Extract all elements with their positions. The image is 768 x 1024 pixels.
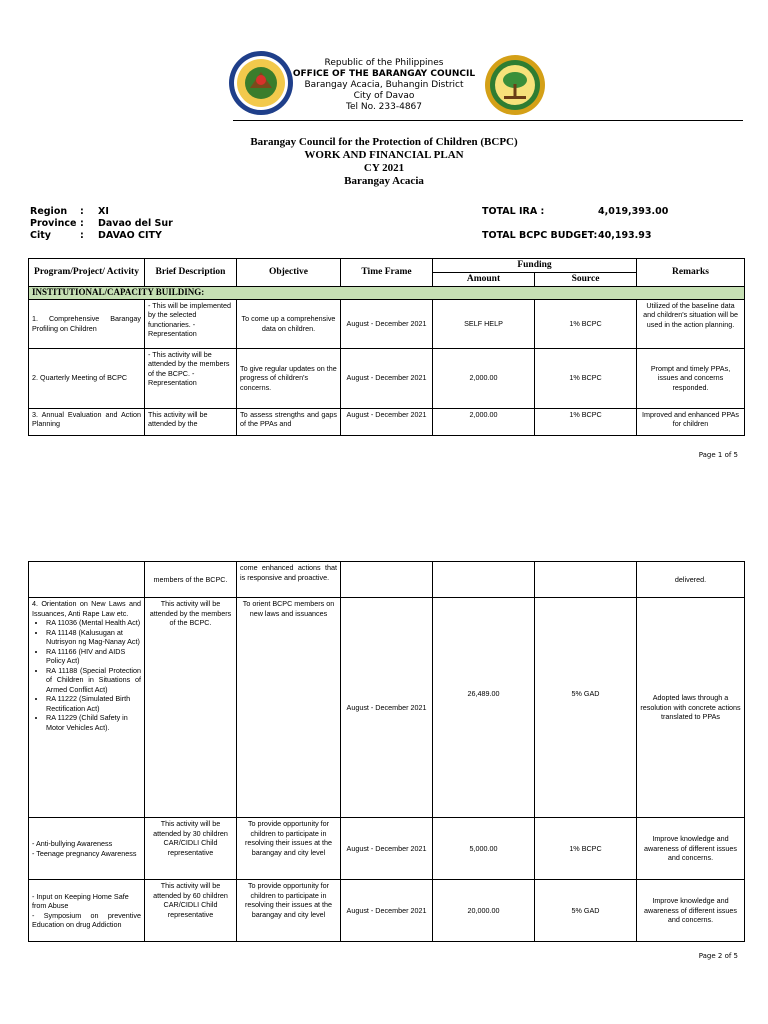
cell-objective: come enhanced actions that is responsive and proactive. [237,562,341,598]
cell-amount: 2,000.00 [433,408,535,435]
cell-brief: This activity will be attended by 30 children CAR/CIDLI Child representative [145,818,237,880]
cell-timeframe: August - December 2021 [341,299,433,348]
cell-objective: To give regular updates on the progress of children's concerns. [237,348,341,408]
city-value: DAVAO CITY [98,230,162,241]
document-page-1 [0,0,768,470]
cell-program [29,818,145,880]
cell-remarks: Prompt and timely PPAs, issues and concerns responded. [637,348,745,408]
cell-amount: 26,489.00 [433,598,535,818]
header-program: Program/Project/ Activity [29,259,145,287]
city-line: City of Davao [353,91,415,101]
cell-brief: members of the BCPC. [145,562,237,598]
cell-remarks: Improve knowledge and awareness of different issues and concerns. [637,818,745,880]
header-divider [233,120,743,121]
cell-objective: To orient BCPC members on new laws and issuances [237,598,341,818]
cell-timeframe: August - December 2021 [341,880,433,942]
cell-brief: - This activity will be attended by the members of the BCPC. -Representation [145,348,237,408]
header-remarks: Remarks [637,259,745,287]
cell-remarks: Utilized of the baseline data and children's situation will be used in the action planning. [637,299,745,348]
header-funding: Funding [433,259,637,273]
title-line-4: Barangay Acacia [344,175,424,187]
cell-objective: To provide opportunity for children to participate in resolving their issues at the barangay and city level [237,880,341,942]
region-value: XI [98,206,109,217]
colon: : [80,230,84,241]
cell-objective: To assess strengths and gaps of the PPAs and [237,408,341,435]
table-row [29,408,745,435]
region-label: Region [30,206,68,217]
work-plan-table-page-1 [28,258,745,436]
city-label: City [30,230,51,241]
cell-timeframe: August - December 2021 [341,408,433,435]
table-row [29,818,745,880]
document-title [150,136,618,188]
program-item: - Teenage pregnancy Awareness [32,848,137,858]
total-budget-value: 40,193.93 [598,230,652,241]
list-item: • RA 11222 (Simulated Birth Rectification Act) [46,694,141,713]
program-intro: 4. Orientation on New Laws and Issuances, Anti Rape Law etc. [32,599,141,618]
cell-amount: 2,000.00 [433,348,535,408]
table-row [29,562,745,598]
letterhead [250,58,518,113]
province-label: Province [30,218,77,229]
location-info [30,206,173,242]
list-item: • RA 11148 (Kalusugan at Nutrisyon ng Mag-Nanay Act) [46,628,141,647]
title-line-1: Barangay Council for the Protection of Children (BCPC) [250,136,518,148]
table-row [29,880,745,942]
cell-amount [433,562,535,598]
cell-program: 1. Comprehensive Barangay Profiling on Children [29,299,145,348]
province-value: Davao del Sur [98,218,173,229]
cell-timeframe: August - December 2021 [341,598,433,818]
cell-source: 1% BCPC [535,408,637,435]
tel-line: Tel No. 233-4867 [346,102,422,112]
republic-line: Republic of the Philippines [324,58,444,68]
page-number: Page 2 of 5 [698,952,738,960]
list-item: • RA 11166 (HIV and AIDS Policy Act) [46,647,141,666]
header-timeframe: Time Frame [341,259,433,287]
list-item: • RA 11036 (Mental Health Act) [46,618,141,628]
colon: : [80,218,84,229]
section-heading: INSTITUTIONAL/CAPACITY BUILDING: [29,287,745,300]
colon: : [80,206,84,217]
cell-source: 1% BCPC [535,299,637,348]
program-item: - Symposium on preventive Education on drug Addiction [32,910,141,929]
cell-amount: 20,000.00 [433,880,535,942]
table-row [29,299,745,348]
table-row [29,598,745,818]
cell-source: 1% BCPC [535,348,637,408]
budget-info [482,206,668,254]
cell-remarks: Improve knowledge and awareness of different issues and concerns. [637,880,745,942]
list-item: • RA 11188 (Special Protection of Children in Situations of Armed Conflict Act) [46,666,141,695]
header-brief: Brief Description [145,259,237,287]
cell-remarks: Adopted laws through a resolution with concrete actions translated to PPAs [637,598,745,818]
cell-program [29,598,145,818]
cell-remarks: delivered. [637,562,745,598]
page-number: Page 1 of 5 [698,451,738,459]
cell-brief: This activity will be attended by 60 children CAR/CIDLI Child representative [145,880,237,942]
cell-program [29,880,145,942]
cell-amount: 5,000.00 [433,818,535,880]
cell-brief: This activity will be attended by the [145,408,237,435]
cell-objective: To come up a comprehensive data on children. [237,299,341,348]
work-plan-table-page-2 [28,561,745,942]
cell-timeframe: August - December 2021 [341,818,433,880]
program-item: - Input on Keeping Home Safe from Abuse [32,891,129,910]
cell-program: 2. Quarterly Meeting of BCPC [29,348,145,408]
cell-remarks: Improved and enhanced PPAs for children [637,408,745,435]
cell-brief: This activity will be attended by the members of the BCPC. [145,598,237,818]
total-ira-label: TOTAL IRA : [482,206,545,217]
page-break [0,470,768,540]
header-source: Source [535,273,637,287]
program-item: - Anti-bullying Awareness [32,839,113,848]
list-item: • RA 11229 (Child Safety in Motor Vehicles Act). [46,713,141,732]
cell-source: 5% GAD [535,598,637,818]
title-line-2: WORK AND FINANCIAL PLAN [304,149,464,161]
total-ira-value: 4,019,393.00 [598,206,669,217]
cell-brief: - This will be implemented by the selected functionaries. - Representation [145,299,237,348]
cell-timeframe [341,562,433,598]
laws-list [32,618,141,732]
total-budget-label: TOTAL BCPC BUDGET: [482,230,598,241]
cell-timeframe: August - December 2021 [341,348,433,408]
cell-program: 3. Annual Evaluation and Action Planning [29,408,145,435]
cell-source: 1% BCPC [535,818,637,880]
header-amount: Amount [433,273,535,287]
cell-source [535,562,637,598]
address-line: Barangay Acacia, Buhangin District [304,80,464,90]
office-name: OFFICE OF THE BARANGAY COUNCIL [292,69,476,79]
table-row [29,348,745,408]
cell-objective: To provide opportunity for children to participate in resolving their issues at the barangay and city level [237,818,341,880]
cell-source: 5% GAD [535,880,637,942]
title-line-3: CY 2021 [363,162,405,174]
cell-program [29,562,145,598]
header-objective: Objective [237,259,341,287]
cell-amount: SELF HELP [433,299,535,348]
